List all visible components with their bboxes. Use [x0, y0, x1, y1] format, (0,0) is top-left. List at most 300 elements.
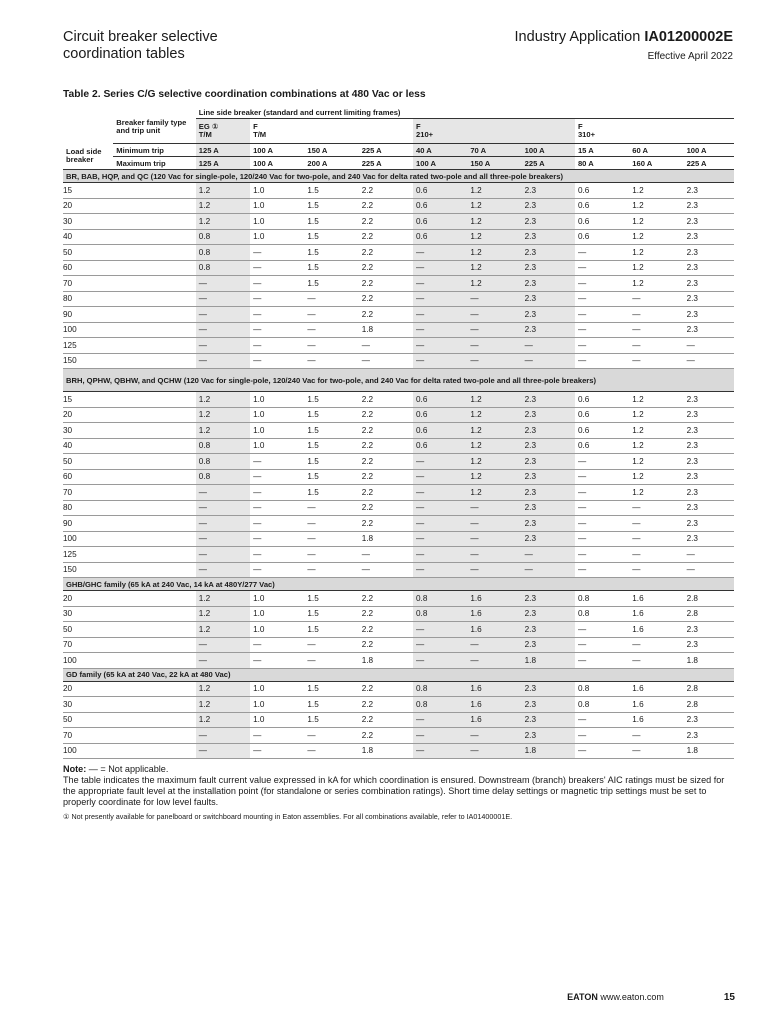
kA-value: — — [413, 743, 467, 759]
table-row — [63, 531, 734, 547]
kA-value: 1.8 — [522, 743, 575, 759]
load-rating: 70 — [63, 485, 196, 501]
kA-value: 1.5 — [304, 276, 358, 292]
kA-value: 0.8 — [196, 454, 250, 470]
note-label: Note: — [63, 764, 87, 774]
doc-prefix: Industry Application — [514, 29, 645, 45]
table-title: Table 2. Series C/G selective coordination combinations at 480 Vac or less — [63, 89, 426, 100]
kA-value: 2.3 — [522, 591, 575, 607]
kA-value: 1.6 — [629, 606, 683, 622]
kA-value: 1.2 — [467, 469, 521, 485]
section-header — [63, 369, 734, 392]
trip-unit: T/M — [198, 130, 212, 139]
table-row — [63, 307, 734, 323]
kA-value: — — [629, 500, 683, 516]
kA-value: 2.2 — [359, 276, 413, 292]
kA-value: 2.3 — [522, 637, 575, 653]
kA-value: 0.6 — [413, 229, 467, 245]
kA-value: 0.8 — [575, 591, 629, 607]
kA-value: 1.0 — [250, 438, 304, 454]
table-header — [63, 106, 734, 170]
kA-value: — — [359, 338, 413, 354]
kA-value: — — [629, 322, 683, 338]
kA-value: 0.6 — [575, 183, 629, 199]
kA-value: 1.2 — [196, 183, 250, 199]
table-row — [63, 591, 734, 607]
kA-value: 2.3 — [684, 469, 734, 485]
load-rating: 15 — [63, 392, 196, 408]
page-footer — [567, 992, 735, 1003]
section-title: GHB/GHC family (65 kA at 240 Vac, 14 kA at 480Y/277 Vac) — [63, 578, 734, 591]
kA-value: — — [359, 353, 413, 369]
kA-value: 1.0 — [250, 198, 304, 214]
load-rating: 150 — [63, 562, 196, 578]
kA-value: 1.8 — [359, 743, 413, 759]
table-row — [63, 697, 734, 713]
kA-value: — — [196, 637, 250, 653]
load-rating: 100 — [63, 653, 196, 669]
max-trip-value: 80 A — [575, 157, 629, 170]
kA-value: 1.2 — [467, 214, 521, 230]
kA-value: — — [413, 653, 467, 669]
load-rating: 90 — [63, 307, 196, 323]
kA-value: 2.3 — [522, 438, 575, 454]
kA-value: — — [304, 547, 358, 563]
kA-value: — — [413, 637, 467, 653]
kA-value: 1.2 — [196, 591, 250, 607]
table-row — [63, 454, 734, 470]
kA-value: 2.3 — [684, 392, 734, 408]
kA-value: — — [250, 322, 304, 338]
kA-value: 2.3 — [522, 183, 575, 199]
kA-value: — — [304, 743, 358, 759]
kA-value: 2.2 — [359, 500, 413, 516]
kA-value: 2.3 — [684, 245, 734, 261]
kA-value: — — [250, 469, 304, 485]
load-rating: 30 — [63, 423, 196, 439]
kA-value: — — [629, 353, 683, 369]
kA-value: 2.3 — [684, 712, 734, 728]
kA-value: — — [467, 637, 521, 653]
kA-value: 2.3 — [522, 531, 575, 547]
kA-value: 1.2 — [629, 454, 683, 470]
max-trip-value: 100 A — [250, 157, 304, 170]
kA-value: 1.2 — [467, 392, 521, 408]
kA-value: 0.8 — [575, 697, 629, 713]
kA-value: 1.8 — [359, 322, 413, 338]
kA-value: — — [522, 547, 575, 563]
kA-value: — — [467, 500, 521, 516]
kA-value: 2.3 — [684, 728, 734, 744]
kA-value: 2.3 — [684, 516, 734, 532]
kA-value: — — [250, 485, 304, 501]
kA-value: — — [575, 712, 629, 728]
load-side-label: Load side breaker — [66, 147, 102, 165]
min-trip-value: 100 A — [684, 144, 734, 157]
family-name: EG ① — [198, 122, 219, 131]
kA-value: — — [575, 469, 629, 485]
kA-value: — — [413, 338, 467, 354]
kA-value: 1.0 — [250, 214, 304, 230]
kA-value: 1.2 — [196, 622, 250, 638]
kA-value: — — [413, 531, 467, 547]
kA-value: — — [304, 307, 358, 323]
load-rating: 60 — [63, 260, 196, 276]
load-rating: 70 — [63, 276, 196, 292]
kA-value: 0.6 — [413, 392, 467, 408]
document-title — [63, 29, 218, 63]
kA-value: — — [413, 562, 467, 578]
table-row — [63, 214, 734, 230]
load-rating: 15 — [63, 183, 196, 199]
kA-value: 1.5 — [304, 392, 358, 408]
kA-value: 1.6 — [629, 591, 683, 607]
kA-value: 1.2 — [196, 423, 250, 439]
trip-unit: 310+ — [577, 130, 596, 139]
kA-value: — — [467, 531, 521, 547]
kA-value: — — [250, 307, 304, 323]
kA-value: 2.3 — [522, 214, 575, 230]
kA-value: 2.2 — [359, 229, 413, 245]
kA-value: 2.3 — [684, 485, 734, 501]
table-row — [63, 469, 734, 485]
kA-value: 1.0 — [250, 407, 304, 423]
kA-value: — — [575, 728, 629, 744]
kA-value: 2.3 — [684, 183, 734, 199]
load-rating: 125 — [63, 547, 196, 563]
note-body: The table indicates the maximum fault current value expressed in kA for which coordination is ensured. Downstream (branch) breakers' AIC ratings must be sized for the appropriate fault level at the installation point (for standalone or series combination ratings). Short time delay settings or magnetic trip settings must be set to properly coordinate for low level faults. — [63, 775, 725, 807]
kA-value: 1.2 — [467, 423, 521, 439]
kA-value: 0.6 — [413, 214, 467, 230]
kA-value: 2.3 — [684, 500, 734, 516]
kA-value: 1.5 — [304, 438, 358, 454]
kA-value: 1.2 — [467, 438, 521, 454]
load-rating: 70 — [63, 728, 196, 744]
table-row — [63, 438, 734, 454]
kA-value: — — [684, 562, 734, 578]
kA-value: 1.5 — [304, 198, 358, 214]
kA-value: 0.8 — [413, 681, 467, 697]
kA-value: 2.3 — [684, 214, 734, 230]
kA-value: — — [684, 547, 734, 563]
kA-value: 2.2 — [359, 423, 413, 439]
kA-value: 2.3 — [684, 622, 734, 638]
kA-value: 1.0 — [250, 606, 304, 622]
kA-value: — — [575, 743, 629, 759]
kA-value: 2.3 — [684, 198, 734, 214]
kA-value: 1.2 — [196, 712, 250, 728]
kA-value: 0.6 — [413, 438, 467, 454]
kA-value: 2.3 — [684, 291, 734, 307]
kA-value: — — [250, 338, 304, 354]
kA-value: 2.3 — [684, 438, 734, 454]
kA-value: 2.2 — [359, 307, 413, 323]
kA-value: 2.3 — [684, 276, 734, 292]
breaker-family-cell — [413, 119, 467, 144]
kA-value: 2.3 — [522, 423, 575, 439]
kA-value: 2.2 — [359, 198, 413, 214]
kA-value: — — [575, 276, 629, 292]
kA-value: 0.6 — [413, 198, 467, 214]
section-title: GD family (65 kA at 240 Vac, 22 kA at 480 Vac) — [63, 668, 734, 681]
kA-value: 1.2 — [196, 681, 250, 697]
kA-value: 2.2 — [359, 516, 413, 532]
kA-value: 1.0 — [250, 392, 304, 408]
kA-value: — — [413, 276, 467, 292]
max-trip-value: 125 A — [196, 157, 250, 170]
kA-value: 2.3 — [684, 637, 734, 653]
kA-value: 1.5 — [304, 469, 358, 485]
kA-value: — — [522, 338, 575, 354]
kA-value: 1.0 — [250, 229, 304, 245]
kA-value: — — [413, 260, 467, 276]
kA-value: 1.6 — [467, 591, 521, 607]
kA-value: 1.5 — [304, 454, 358, 470]
kA-value: 1.8 — [359, 653, 413, 669]
kA-value: 1.6 — [467, 622, 521, 638]
kA-value: 2.3 — [522, 276, 575, 292]
kA-value: 1.2 — [629, 214, 683, 230]
kA-value: 1.2 — [629, 260, 683, 276]
doc-id: IA01200002E — [644, 29, 733, 45]
kA-value: — — [684, 353, 734, 369]
kA-value: 1.2 — [196, 407, 250, 423]
breaker-family-cell — [250, 119, 304, 144]
kA-value: 2.3 — [522, 407, 575, 423]
kA-value: 0.6 — [575, 214, 629, 230]
kA-value: — — [196, 728, 250, 744]
kA-value: — — [629, 562, 683, 578]
kA-value: — — [413, 469, 467, 485]
kA-value: — — [304, 637, 358, 653]
kA-value: 1.5 — [304, 423, 358, 439]
kA-value: — — [359, 547, 413, 563]
kA-value: — — [413, 728, 467, 744]
kA-value: 1.2 — [196, 606, 250, 622]
kA-value: — — [575, 353, 629, 369]
kA-value: — — [467, 547, 521, 563]
kA-value: — — [467, 307, 521, 323]
table-row — [63, 728, 734, 744]
kA-value: — — [196, 516, 250, 532]
kA-value: 1.2 — [629, 485, 683, 501]
load-rating: 60 — [63, 469, 196, 485]
kA-value: 2.2 — [359, 712, 413, 728]
load-rating: 50 — [63, 245, 196, 261]
kA-value: 2.3 — [522, 198, 575, 214]
kA-value: 1.2 — [196, 697, 250, 713]
family-name: F — [416, 122, 421, 131]
trip-unit: T/M — [253, 130, 267, 139]
family-name: F — [577, 122, 583, 131]
kA-value: — — [304, 728, 358, 744]
kA-value: 0.6 — [575, 438, 629, 454]
table-row — [63, 653, 734, 669]
kA-value: 2.2 — [359, 245, 413, 261]
kA-value: 2.3 — [522, 291, 575, 307]
kA-value: — — [250, 743, 304, 759]
kA-value: — — [196, 547, 250, 563]
kA-value: 1.5 — [304, 606, 358, 622]
kA-value: 1.0 — [250, 712, 304, 728]
kA-value: 1.0 — [250, 423, 304, 439]
kA-value: 2.3 — [522, 516, 575, 532]
kA-value: 1.8 — [522, 653, 575, 669]
kA-value: — — [629, 516, 683, 532]
kA-value: — — [196, 743, 250, 759]
kA-value: — — [196, 276, 250, 292]
kA-value: 1.2 — [629, 276, 683, 292]
table-row — [63, 681, 734, 697]
min-trip-value: 100 A — [522, 144, 575, 157]
kA-value: — — [629, 637, 683, 653]
kA-value: 0.6 — [413, 183, 467, 199]
kA-value: — — [467, 322, 521, 338]
kA-value: — — [629, 307, 683, 323]
kA-value: — — [304, 531, 358, 547]
brand-url: www.eaton.com — [597, 992, 664, 1002]
kA-value: 1.0 — [250, 591, 304, 607]
load-rating: 70 — [63, 637, 196, 653]
kA-value: 1.5 — [304, 591, 358, 607]
kA-value: 1.5 — [304, 183, 358, 199]
kA-value: 2.3 — [522, 606, 575, 622]
kA-value: 1.6 — [629, 622, 683, 638]
kA-value: 1.5 — [304, 697, 358, 713]
kA-value: 1.5 — [304, 622, 358, 638]
kA-value: — — [304, 516, 358, 532]
kA-value: 1.2 — [629, 198, 683, 214]
min-trip-label: Minimum trip — [113, 144, 195, 157]
kA-value: 1.2 — [467, 454, 521, 470]
kA-value: 1.2 — [629, 407, 683, 423]
document-info — [515, 29, 733, 62]
min-trip-value: 125 A — [196, 144, 250, 157]
kA-value: — — [575, 500, 629, 516]
kA-value: 1.6 — [629, 681, 683, 697]
kA-value: 2.3 — [522, 500, 575, 516]
effective-date: Effective April 2022 — [647, 51, 733, 62]
kA-value: 0.8 — [575, 681, 629, 697]
load-rating: 40 — [63, 438, 196, 454]
kA-value: 0.6 — [575, 198, 629, 214]
kA-value: 1.6 — [467, 681, 521, 697]
max-trip-label: Maximum trip — [113, 157, 195, 170]
kA-value: — — [250, 500, 304, 516]
kA-value: — — [250, 516, 304, 532]
kA-value: — — [250, 637, 304, 653]
table-row — [63, 407, 734, 423]
kA-value: 1.5 — [304, 229, 358, 245]
kA-value: — — [196, 653, 250, 669]
kA-value: — — [629, 728, 683, 744]
kA-value: 2.3 — [684, 307, 734, 323]
max-trip-value: 100 A — [413, 157, 467, 170]
kA-value: 1.6 — [467, 606, 521, 622]
max-trip-value: 160 A — [629, 157, 683, 170]
table-row — [63, 423, 734, 439]
kA-value: 0.8 — [413, 697, 467, 713]
kA-value: 2.3 — [522, 392, 575, 408]
kA-value: — — [575, 562, 629, 578]
kA-value: — — [575, 516, 629, 532]
kA-value: — — [250, 260, 304, 276]
coordination-table — [63, 106, 734, 759]
kA-value: — — [467, 516, 521, 532]
kA-value: 1.0 — [250, 183, 304, 199]
kA-value: — — [196, 322, 250, 338]
kA-value: 0.8 — [196, 438, 250, 454]
kA-value: 1.0 — [250, 622, 304, 638]
kA-value: 2.3 — [522, 469, 575, 485]
kA-value: — — [467, 291, 521, 307]
kA-value: 1.2 — [467, 198, 521, 214]
kA-value: 2.2 — [359, 454, 413, 470]
kA-value: 2.2 — [359, 697, 413, 713]
section-header — [63, 170, 734, 183]
table-row — [63, 500, 734, 516]
line-side-label: Line side breaker (standard and current limiting frames) — [196, 106, 734, 119]
min-trip-value: 15 A — [575, 144, 629, 157]
min-trip-value: 225 A — [359, 144, 413, 157]
table-row — [63, 547, 734, 563]
kA-value: 2.2 — [359, 681, 413, 697]
kA-value: — — [250, 562, 304, 578]
kA-value: — — [250, 547, 304, 563]
load-rating: 80 — [63, 291, 196, 307]
kA-value: 2.8 — [684, 606, 734, 622]
kA-value: — — [196, 485, 250, 501]
kA-value: 2.3 — [522, 681, 575, 697]
kA-value: 1.6 — [629, 697, 683, 713]
kA-value: — — [413, 547, 467, 563]
kA-value: — — [304, 322, 358, 338]
breaker-family-cell — [575, 119, 629, 144]
kA-value: 1.5 — [304, 260, 358, 276]
title-line-2: coordination tables — [63, 46, 185, 62]
load-rating: 50 — [63, 454, 196, 470]
kA-value: 1.2 — [467, 485, 521, 501]
kA-value: — — [467, 353, 521, 369]
kA-value: — — [575, 307, 629, 323]
kA-value: 1.2 — [629, 183, 683, 199]
kA-value: — — [250, 276, 304, 292]
load-rating: 90 — [63, 516, 196, 532]
load-rating: 30 — [63, 214, 196, 230]
kA-value: — — [467, 743, 521, 759]
min-trip-value: 70 A — [467, 144, 521, 157]
kA-value: 2.3 — [522, 260, 575, 276]
kA-value: — — [250, 245, 304, 261]
kA-value: 2.2 — [359, 485, 413, 501]
table-row — [63, 229, 734, 245]
kA-value: 1.2 — [629, 245, 683, 261]
kA-value: — — [575, 622, 629, 638]
kA-value: 2.2 — [359, 622, 413, 638]
kA-value: 0.6 — [575, 229, 629, 245]
kA-value: — — [250, 454, 304, 470]
load-rating: 125 — [63, 338, 196, 354]
kA-value: — — [575, 637, 629, 653]
kA-value: 1.2 — [629, 469, 683, 485]
kA-value: 1.8 — [684, 653, 734, 669]
kA-value: 2.2 — [359, 438, 413, 454]
kA-value: 2.2 — [359, 392, 413, 408]
kA-value: — — [304, 653, 358, 669]
kA-value: — — [629, 653, 683, 669]
kA-value: 1.2 — [629, 423, 683, 439]
footnote: ① Not presently available for panelboard or switchboard mounting in Eaton assemblies. For all combinations available, refer to IA01400001E. — [63, 812, 513, 821]
